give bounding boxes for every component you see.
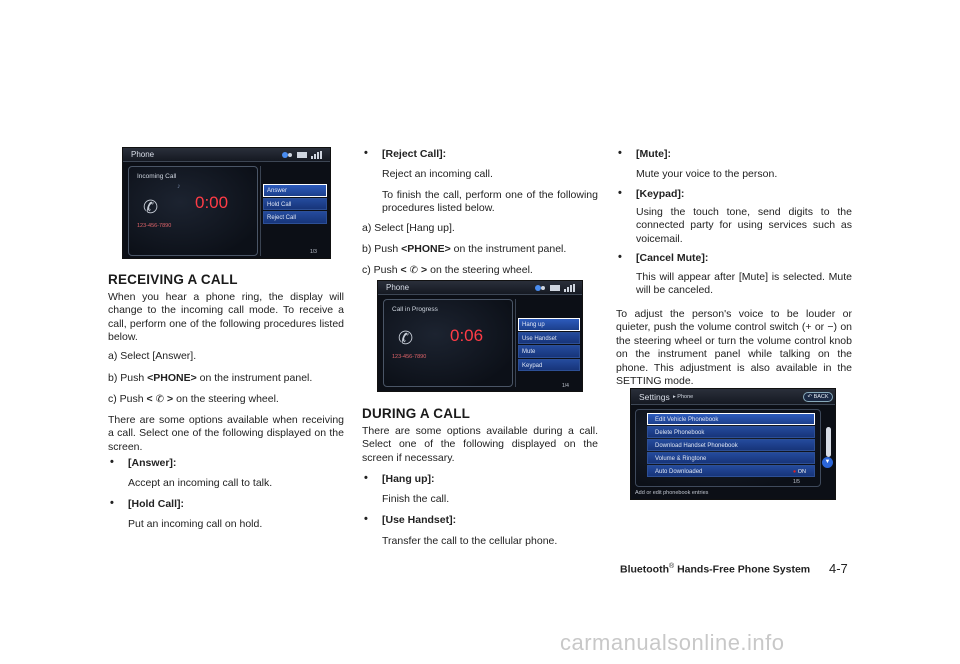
mute-desc: Mute your voice to the person. [636, 168, 778, 180]
finish-step-c [362, 264, 533, 277]
use-handset-desc: Transfer the call to the cellular phone. [382, 535, 558, 547]
steering-phone-icon: ✆ [409, 265, 419, 276]
receiving-intro: When you hear a phone ring, the display will change to the incoming call mode. To receive a call, perform one of the following procedures listed below. [108, 291, 344, 344]
receiving-step-a: a) Select [Answer]. [108, 350, 197, 362]
hold-call-button[interactable]: Hold Call [263, 198, 327, 211]
incoming-call-screenshot [122, 147, 331, 259]
use-handset-button[interactable]: Use Handset [518, 332, 580, 345]
hang-up-desc: Finish the call. [382, 493, 450, 505]
hang-up-label: [Hang up]: [382, 473, 435, 485]
hang-up-button[interactable]: Hang up [518, 318, 580, 331]
footer-title [620, 563, 810, 576]
ring-icon: ♪ [177, 183, 181, 190]
keypad-desc: Using the touch tone, send digits to the connected party for using services such as voicemail. [636, 206, 852, 245]
reject-call-label: [Reject Call]: [382, 148, 447, 160]
call-panel [383, 299, 513, 387]
call-timer: 0:06 [450, 326, 484, 345]
screen-title: Phone [386, 283, 410, 292]
edit-vehicle-phonebook-item[interactable]: Edit Vehicle Phonebook [647, 413, 815, 425]
registered-mark: ® [669, 563, 675, 570]
reject-call-button[interactable]: Reject Call [263, 211, 327, 224]
bullet-icon: • [110, 497, 114, 509]
cancel-mute-label: [Cancel Mute]: [636, 252, 709, 264]
panel-divider [260, 166, 261, 256]
bracket: > [421, 264, 428, 276]
call-in-progress-screenshot [377, 280, 583, 392]
step-text: c) Push [362, 264, 401, 276]
step-text: b) Push [362, 243, 402, 255]
call-options-menu [518, 318, 580, 372]
call-timer: 0:00 [195, 193, 229, 212]
mute-label: [Mute]: [636, 148, 671, 160]
receiving-options: There are some options available when receiving a call. Select one of the following displayed on the screen. [108, 414, 344, 453]
finish-step-b [362, 243, 566, 256]
hold-call-desc: Put an incoming call on hold. [128, 518, 263, 530]
finish-call-intro: To finish the call, perform one of the following procedures listed below. [382, 189, 598, 215]
bracket: < [146, 393, 153, 405]
hold-call-label: [Hold Call]: [128, 498, 184, 510]
scroll-down-icon[interactable]: ▼ [822, 457, 833, 468]
receiving-heading: RECEIVING A CALL [108, 272, 238, 287]
phone-key: <PHONE> [147, 372, 197, 384]
phone-key: <PHONE> [401, 243, 451, 255]
call-status-label: Incoming Call [137, 173, 177, 180]
bullet-icon: • [618, 147, 622, 159]
reject-call-desc: Reject an incoming call. [382, 168, 493, 180]
toggle-on-indicator [793, 466, 806, 478]
answer-label: [Answer]: [128, 457, 177, 469]
step-text: on the instrument panel. [450, 243, 567, 255]
back-button[interactable] [803, 392, 833, 402]
steering-phone-icon: ✆ [155, 394, 165, 405]
step-text: c) Push [108, 393, 147, 405]
finish-step-a: a) Select [Hang up]. [362, 222, 455, 234]
answer-desc: Accept an incoming call to talk. [128, 477, 273, 489]
watermark: carmanualsonline.info [560, 630, 785, 655]
caller-number: 123-456-7890 [392, 354, 427, 360]
hint-text: Add or edit phonebook entries [635, 490, 709, 496]
call-options-menu [263, 184, 327, 225]
mute-button[interactable]: Mute [518, 345, 580, 358]
bullet-icon: • [364, 147, 368, 159]
during-heading: DURING A CALL [362, 406, 471, 421]
status-icons [534, 284, 582, 292]
handset-icon: ✆ [143, 197, 159, 217]
bullet-icon: • [110, 456, 114, 468]
bullet-icon: • [618, 251, 622, 263]
auto-downloaded-label: Auto Downloaded [655, 469, 703, 475]
screen-title: Phone [131, 150, 155, 159]
adjust-volume-text: To adjust the person's voice to be louder or quieter, push the volume control switch (+ or −) on the steering wheel or turn the volume control knob on the instrument panel while talking on the phone. This adjustment is also available in the SETTING mode. [616, 308, 852, 388]
toggle-label: ON [797, 469, 806, 475]
receiving-step-c [108, 393, 279, 406]
settings-menu [647, 413, 815, 478]
bullet-icon: • [364, 472, 368, 484]
on-dot-icon: ● [792, 469, 797, 475]
answer-button[interactable]: Answer [263, 184, 327, 197]
step-text: b) Push [108, 372, 148, 384]
cancel-mute-desc: This will appear after [Mute] is selected. Mute will be canceled. [636, 271, 852, 297]
back-arrow-icon: ↶ [807, 394, 813, 400]
keypad-label: [Keypad]: [636, 188, 685, 200]
handset-icon: ✆ [398, 328, 414, 348]
back-label: BACK [813, 394, 829, 400]
volume-ringtone-item[interactable]: Volume & Ringtone [647, 452, 815, 464]
delete-phonebook-item[interactable]: Delete Phonebook [647, 426, 815, 438]
during-intro: There are some options available during a call. Select one of the following displayed on the screen if necessary. [362, 425, 598, 464]
bracket: > [167, 393, 174, 405]
page-number: 4-7 [829, 561, 848, 576]
step-text: on the steering wheel. [427, 264, 533, 276]
panel-divider [515, 299, 516, 387]
receiving-step-b [108, 372, 312, 385]
auto-downloaded-item[interactable] [647, 465, 815, 477]
page-indicator: 1/4 [562, 383, 569, 389]
bullet-icon: • [618, 187, 622, 199]
page-indicator: 1/3 [310, 249, 317, 255]
bullet-icon: • [364, 513, 368, 525]
footer-section: Hands-Free Phone System [674, 563, 811, 576]
call-panel [128, 166, 258, 256]
caller-number: 123-456-7890 [137, 223, 172, 229]
use-handset-label: [Use Handset]: [382, 514, 457, 526]
step-text: on the steering wheel. [173, 393, 279, 405]
status-icons [281, 151, 329, 159]
keypad-button[interactable]: Keypad [518, 359, 580, 372]
call-status-label: Call in Progress [392, 306, 438, 313]
page-indicator: 1/5 [793, 479, 800, 485]
footer-brand: Bluetooth [620, 563, 669, 576]
settings-phone-screenshot [630, 388, 836, 500]
download-handset-phonebook-item[interactable]: Download Handset Phonebook [647, 439, 815, 451]
step-text: on the instrument panel. [196, 372, 313, 384]
breadcrumb: ▸ Phone [673, 394, 694, 400]
screen-title: Settings [639, 392, 670, 402]
scrollbar[interactable] [826, 427, 831, 457]
bracket: < [400, 264, 407, 276]
